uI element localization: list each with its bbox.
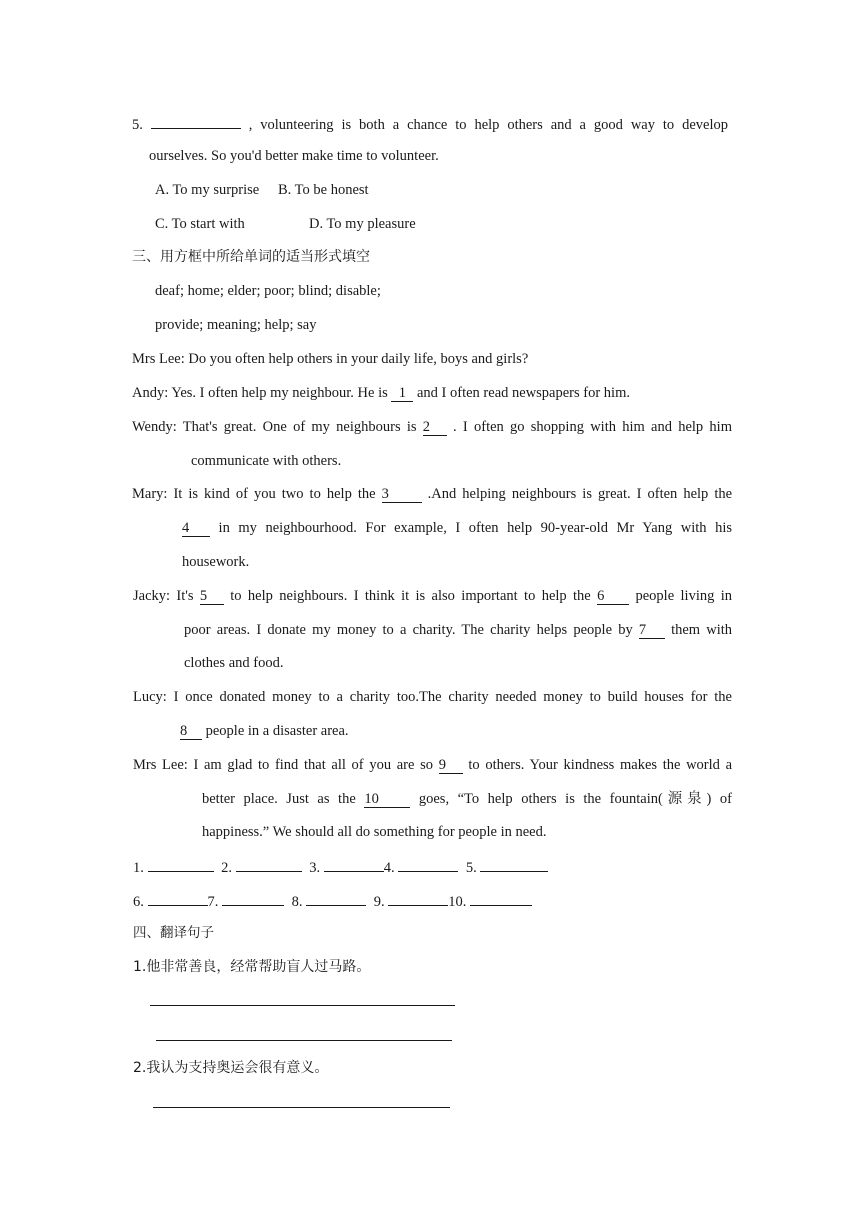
- translate-answer-line-2a[interactable]: [153, 1107, 450, 1108]
- dialogue-line-lee-end: happiness.” We should all do something for people in need.: [202, 824, 547, 840]
- translate-sentence-1: 1.他非常善良，经常帮助盲人过马路。: [133, 959, 371, 975]
- q5-option-a: A. To my surprise: [155, 182, 260, 198]
- blank-3[interactable]: 3: [382, 487, 422, 503]
- blank-6[interactable]: 6: [597, 589, 629, 605]
- blank-2[interactable]: 2: [423, 420, 447, 436]
- dialogue-line-wendy: Wendy: That's great. One of my neighbours is 2 . I often go shopping with him and help him: [132, 419, 732, 435]
- answer-blank-9[interactable]: [388, 891, 448, 906]
- blank-1[interactable]: 1: [391, 386, 413, 402]
- answer-blank-6[interactable]: [148, 891, 208, 906]
- answer-row-2: 6. 7. 8. 9. 10.: [133, 891, 532, 911]
- section4-heading: 四、翻译句子: [133, 925, 214, 941]
- answer-blank-7[interactable]: [222, 891, 284, 906]
- q5-line1: [132, 114, 728, 134]
- translate-answer-line-1a[interactable]: [150, 1005, 455, 1006]
- dialogue-line-jacky-end: clothes and food.: [184, 655, 284, 671]
- q5-option-b: B. To be honest: [278, 182, 369, 198]
- dialogue-line-wendy-cont: communicate with others.: [191, 453, 342, 469]
- answer-blank-5[interactable]: [480, 857, 548, 872]
- dialogue-line-lee-cont: better place. Just as the 10 goes, “To help others is the fountain(源泉) of: [202, 791, 733, 807]
- dialogue-line-mary-end: housework.: [182, 554, 250, 570]
- dialogue-line-jacky: Jacky: It's 5 to help neighbours. I think it is also important to help the 6 people living in: [133, 588, 733, 604]
- word-box-line1: deaf; home; elder; poor; blind; disable;: [155, 283, 381, 299]
- blank-7[interactable]: 7: [639, 623, 665, 639]
- q5-option-c: C. To start with: [155, 216, 245, 232]
- section3-heading: 三、用方框中所给单词的适当形式填空: [132, 249, 370, 265]
- answer-blank-8[interactable]: [306, 891, 366, 906]
- answer-blank-3[interactable]: [324, 857, 384, 872]
- answer-blank-10[interactable]: [470, 891, 532, 906]
- answer-blank-4[interactable]: [398, 857, 458, 872]
- answer-blank-2[interactable]: [236, 857, 302, 872]
- dialogue-line-lee: Mrs Lee: I am glad to find that all of you are so 9 to others. Your kindness makes the world a: [133, 757, 733, 773]
- translate-sentence-2: 2.我认为支持奥运会很有意义。: [133, 1060, 329, 1076]
- blank-5[interactable]: 5: [200, 589, 224, 605]
- dialogue-line-mrs-lee: Mrs Lee: Do you often help others in your daily life, boys and girls?: [132, 351, 529, 367]
- dialogue-line-lucy-cont: 8 people in a disaster area.: [180, 723, 349, 739]
- blank-8[interactable]: 8: [180, 724, 202, 740]
- dialogue-line-andy: Andy: Yes. I often help my neighbour. He is 1 and I often read newspapers for him.: [132, 385, 630, 401]
- answer-blank-1[interactable]: [148, 857, 214, 872]
- word-box-line2: provide; meaning; help; say: [155, 317, 317, 333]
- q5-option-d: D. To my pleasure: [309, 216, 416, 232]
- dialogue-line-mary-cont: 4 in my neighbourhood. For example, I often help 90-year-old Mr Yang with his: [182, 520, 732, 536]
- q5-text: , volunteering is both a chance to help others and a good way to develop: [248, 117, 728, 133]
- q5-blank[interactable]: [151, 114, 241, 129]
- dialogue-line-lucy: Lucy: I once donated money to a charity too.The charity needed money to build houses for the: [133, 689, 732, 705]
- blank-4[interactable]: 4: [182, 521, 210, 537]
- blank-10[interactable]: 10: [364, 792, 410, 808]
- answer-row-1: 1. 2. 3. 4. 5.: [133, 857, 548, 877]
- dialogue-line-mary: Mary: It is kind of you two to help the 3 .And helping neighbours is great. I often help the: [132, 486, 733, 502]
- blank-9[interactable]: 9: [439, 758, 463, 774]
- q5-number: 5.: [132, 117, 143, 133]
- q5-line2: ourselves. So you'd better make time to volunteer.: [149, 148, 439, 164]
- dialogue-line-jacky-cont: poor areas. I donate my money to a charity. The charity helps people by 7 them with: [184, 622, 733, 638]
- translate-answer-line-1b[interactable]: [156, 1040, 452, 1041]
